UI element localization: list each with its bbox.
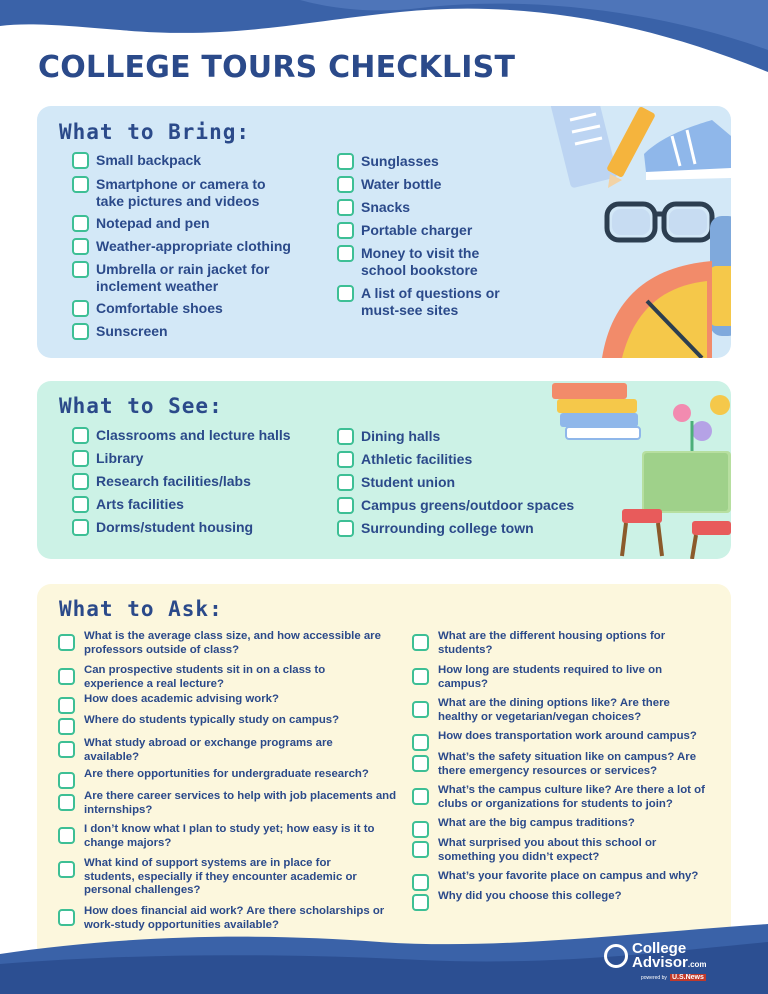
usnews-logo: U.S.News	[672, 974, 704, 981]
checkbox[interactable]	[337, 176, 354, 193]
ask-panel	[37, 584, 731, 960]
see-panel	[37, 381, 731, 559]
checkbox[interactable]	[337, 428, 354, 445]
checklist-item[interactable]: Where do students typically study on campus?	[58, 714, 339, 735]
checkbox[interactable]	[72, 300, 89, 317]
checkbox[interactable]	[72, 323, 89, 340]
checklist-item[interactable]: What’s the campus culture like? Are there a lot of clubs or organizations for students to join?	[412, 784, 712, 811]
checklist-item[interactable]: Campus greens/outdoor spaces	[337, 497, 574, 514]
checklist-item[interactable]: Water bottle	[337, 176, 441, 193]
checkbox[interactable]	[337, 497, 354, 514]
bring-heading: What to Bring:	[59, 120, 251, 144]
checklist-item[interactable]: Sunscreen	[72, 323, 168, 340]
college-advisor-logo-icon	[604, 944, 628, 968]
page-title: COLLEGE TOURS CHECKLIST	[38, 50, 516, 85]
checkbox[interactable]	[58, 794, 75, 811]
checkbox[interactable]	[337, 285, 354, 302]
checklist-item[interactable]: Small backpack	[72, 152, 201, 169]
see-heading: What to See:	[59, 394, 223, 418]
checklist-item[interactable]: Snacks	[337, 199, 410, 216]
checklist-item[interactable]: What are the dining options like? Are there healthy or vegetarian/vegan choices?	[412, 697, 692, 724]
checklist-item[interactable]: How does academic advising work?	[58, 693, 279, 714]
checkbox[interactable]	[337, 199, 354, 216]
checklist-item[interactable]: Notepad and pen	[72, 215, 210, 232]
checklist-item[interactable]: Are there career services to help with job placements and internships?	[58, 790, 398, 817]
checklist-item[interactable]: Dining halls	[337, 428, 440, 445]
checkbox[interactable]	[412, 668, 429, 685]
checklist-item[interactable]: Are there opportunities for undergraduate research?	[58, 768, 369, 789]
checkbox[interactable]	[412, 734, 429, 751]
checklist-item[interactable]: Can prospective students sit in on a class to experience a real lecture?	[58, 664, 358, 691]
checklist-item[interactable]: Comfortable shoes	[72, 300, 223, 317]
logo-powered-by: powered by	[641, 975, 667, 981]
checklist-item[interactable]: How does transportation work around campus?	[412, 730, 697, 751]
checkbox[interactable]	[72, 519, 89, 536]
checklist-item[interactable]: Research facilities/labs	[72, 473, 251, 490]
checklist-item[interactable]: What kind of support systems are in place for students, especially if they encounter academic or personal challenges?	[58, 857, 378, 898]
checkbox[interactable]	[72, 473, 89, 490]
checkbox[interactable]	[412, 874, 429, 891]
checklist-item[interactable]: What are the different housing options for students?	[412, 630, 702, 657]
checklist-item[interactable]: Portable charger	[337, 222, 472, 239]
checklist-item[interactable]: Library	[72, 450, 143, 467]
checklist-item[interactable]: Money to visit the school bookstore	[337, 245, 502, 278]
checkbox[interactable]	[412, 894, 429, 911]
checklist-item[interactable]: How does financial aid work? Are there scholarships or work-study opportunities available?	[58, 905, 398, 932]
checkbox[interactable]	[412, 634, 429, 651]
checkbox[interactable]	[337, 222, 354, 239]
checkbox[interactable]	[337, 245, 354, 262]
checklist-item[interactable]: What surprised you about this school or something you didn’t expect?	[412, 837, 692, 864]
checklist-item[interactable]: What is the average class size, and how accessible are professors outside of class?	[58, 630, 398, 657]
checklist-item[interactable]: Umbrella or rain jacket for inclement weather	[72, 261, 297, 294]
campus-illustration	[552, 381, 731, 559]
checkbox[interactable]	[412, 701, 429, 718]
checkbox[interactable]	[337, 451, 354, 468]
checkbox[interactable]	[337, 153, 354, 170]
checkbox[interactable]	[58, 741, 75, 758]
checklist-item[interactable]: Arts facilities	[72, 496, 184, 513]
checklist-item[interactable]: I don’t know what I plan to study yet; how easy is it to change majors?	[58, 823, 393, 850]
checklist-item[interactable]: A list of questions or must-see sites	[337, 285, 502, 318]
logo-line1: College	[632, 940, 687, 957]
checkbox[interactable]	[412, 841, 429, 858]
checklist-item[interactable]: How long are students required to live on campus?	[412, 664, 682, 691]
checkbox[interactable]	[72, 176, 89, 193]
checkbox[interactable]	[58, 827, 75, 844]
checklist-item[interactable]: Weather-appropriate clothing	[72, 238, 291, 255]
checkbox[interactable]	[337, 520, 354, 537]
checklist-item[interactable]: Student union	[337, 474, 455, 491]
checkbox[interactable]	[58, 861, 75, 878]
checkbox[interactable]	[58, 718, 75, 735]
checklist-item[interactable]: Smartphone or camera to take pictures and videos	[72, 176, 292, 209]
checklist-item[interactable]: Athletic facilities	[337, 451, 472, 468]
checkbox[interactable]	[72, 427, 89, 444]
checklist-item[interactable]: What’s your favorite place on campus and why?	[412, 870, 698, 891]
ask-heading: What to Ask:	[59, 597, 223, 621]
checkbox[interactable]	[412, 821, 429, 838]
travel-items-illustration	[542, 106, 731, 358]
bring-panel	[37, 106, 731, 358]
checkbox[interactable]	[72, 261, 89, 278]
checklist-item[interactable]: Why did you choose this college?	[412, 890, 622, 911]
checklist-item[interactable]: Sunglasses	[337, 153, 439, 170]
checkbox[interactable]	[72, 152, 89, 169]
checkbox[interactable]	[58, 697, 75, 714]
checklist-item[interactable]: What’s the safety situation like on campus? Are there emergency resources or services?	[412, 751, 712, 778]
logo-line2: Advisor.com	[632, 954, 707, 971]
checkbox[interactable]	[58, 634, 75, 651]
checkbox[interactable]	[412, 755, 429, 772]
checkbox[interactable]	[58, 772, 75, 789]
checkbox[interactable]	[412, 788, 429, 805]
checklist-item[interactable]: Dorms/student housing	[72, 519, 253, 536]
checklist-item[interactable]: Classrooms and lecture halls	[72, 427, 291, 444]
checklist-item[interactable]: What are the big campus traditions?	[412, 817, 635, 838]
checkbox[interactable]	[337, 474, 354, 491]
checkbox[interactable]	[72, 450, 89, 467]
checkbox[interactable]	[72, 238, 89, 255]
checkbox[interactable]	[72, 215, 89, 232]
checklist-item[interactable]: Surrounding college town	[337, 520, 534, 537]
checklist-item[interactable]: What study abroad or exchange programs are available?	[58, 737, 358, 764]
checkbox[interactable]	[72, 496, 89, 513]
checkbox[interactable]	[58, 668, 75, 685]
